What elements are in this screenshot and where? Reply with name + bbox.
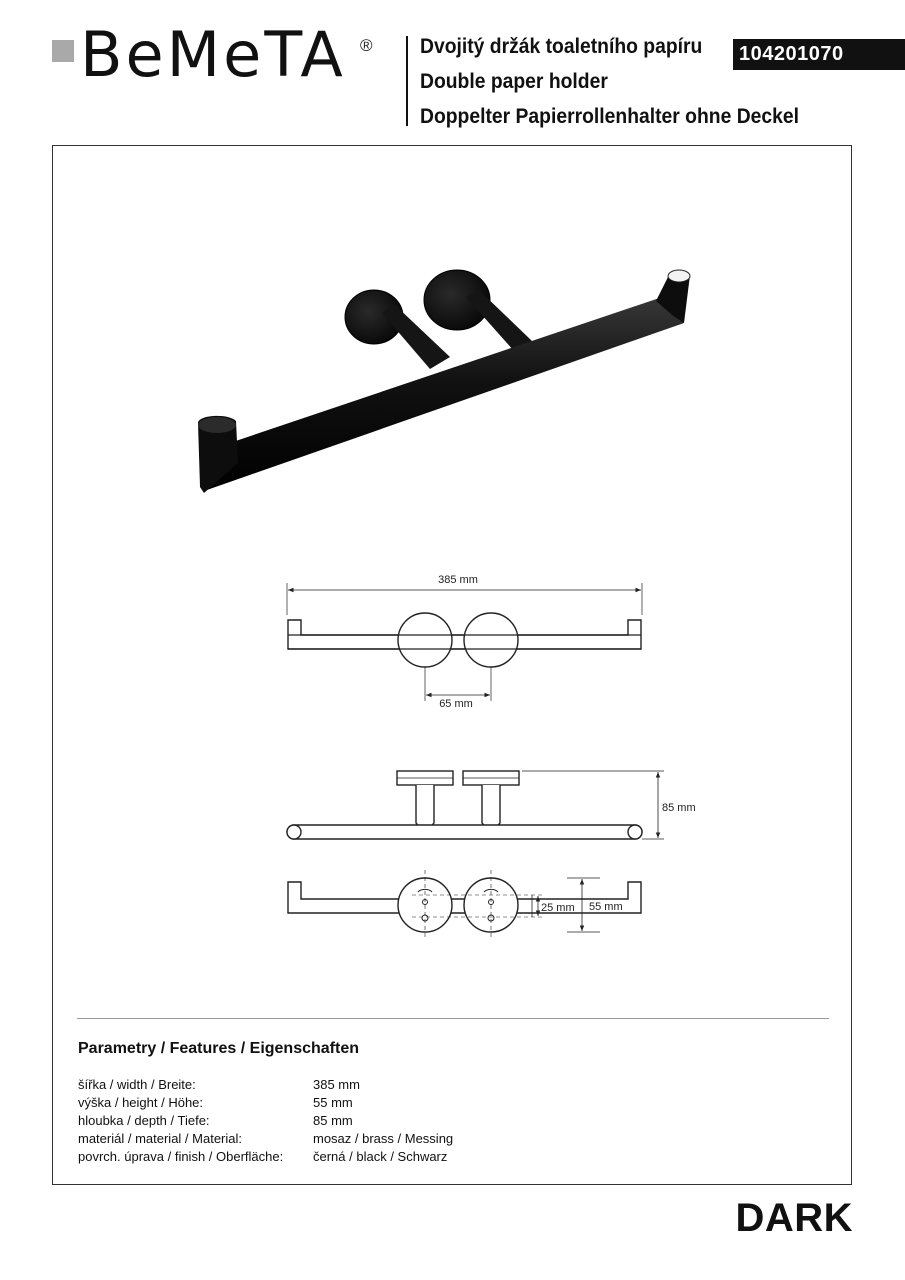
spacing-dimension-label: 65 mm	[439, 698, 473, 710]
top-view	[287, 771, 664, 839]
feature-value: 55 mm	[313, 1095, 353, 1110]
feature-value: mosaz / brass / Messing	[313, 1131, 454, 1146]
header-divider	[406, 36, 408, 126]
product-title-cz: Dvojitý držák toaletního papíru	[420, 35, 703, 58]
feature-value: černá / black / Schwarz	[313, 1149, 448, 1164]
front-disc-right	[464, 613, 518, 667]
feature-label: šířka / width / Breite:	[78, 1077, 196, 1092]
features-heading: Parametry / Features / Eigenschaften	[78, 1040, 359, 1057]
width-dimension-label: 385 mm	[438, 574, 478, 586]
registered-mark: ®	[360, 36, 373, 55]
front-view	[287, 583, 642, 701]
product-drawing	[52, 145, 852, 1015]
feature-label: výška / height / Höhe:	[78, 1095, 204, 1110]
feature-row-finish	[78, 1149, 678, 1167]
logo-square	[52, 40, 74, 62]
product-code-badge: 104201070	[733, 39, 905, 70]
feature-row-width	[78, 1077, 678, 1095]
series-name: DARK	[735, 1196, 853, 1240]
height-dimension-label: 55 mm	[589, 901, 623, 913]
feature-label: povrch. úprava / finish / Oberfläche:	[78, 1149, 284, 1164]
top-bar-outline	[287, 825, 642, 839]
feature-value: 85 mm	[313, 1113, 353, 1128]
end-cap-left	[198, 417, 236, 433]
feature-row-height	[78, 1095, 678, 1113]
product-title-en: Double paper holder	[420, 70, 608, 93]
feature-label: hloubka / depth / Tiefe:	[78, 1113, 210, 1128]
feature-row-depth	[78, 1113, 678, 1131]
brand-logo: BeMeTA	[80, 18, 346, 91]
feature-label: materiál / material / Material:	[78, 1131, 242, 1146]
product-render	[198, 270, 690, 493]
features-separator	[77, 1018, 829, 1019]
feature-value: 385 mm	[313, 1077, 360, 1092]
depth-dimension-label: 85 mm	[662, 802, 696, 814]
feature-row-material	[78, 1131, 678, 1149]
front-disc-left	[398, 613, 452, 667]
end-cap-right	[668, 270, 690, 282]
hole-spacing-dimension-label: 25 mm	[541, 902, 575, 914]
product-title-de: Doppelter Papierrollenhalter ohne Deckel	[420, 105, 799, 128]
